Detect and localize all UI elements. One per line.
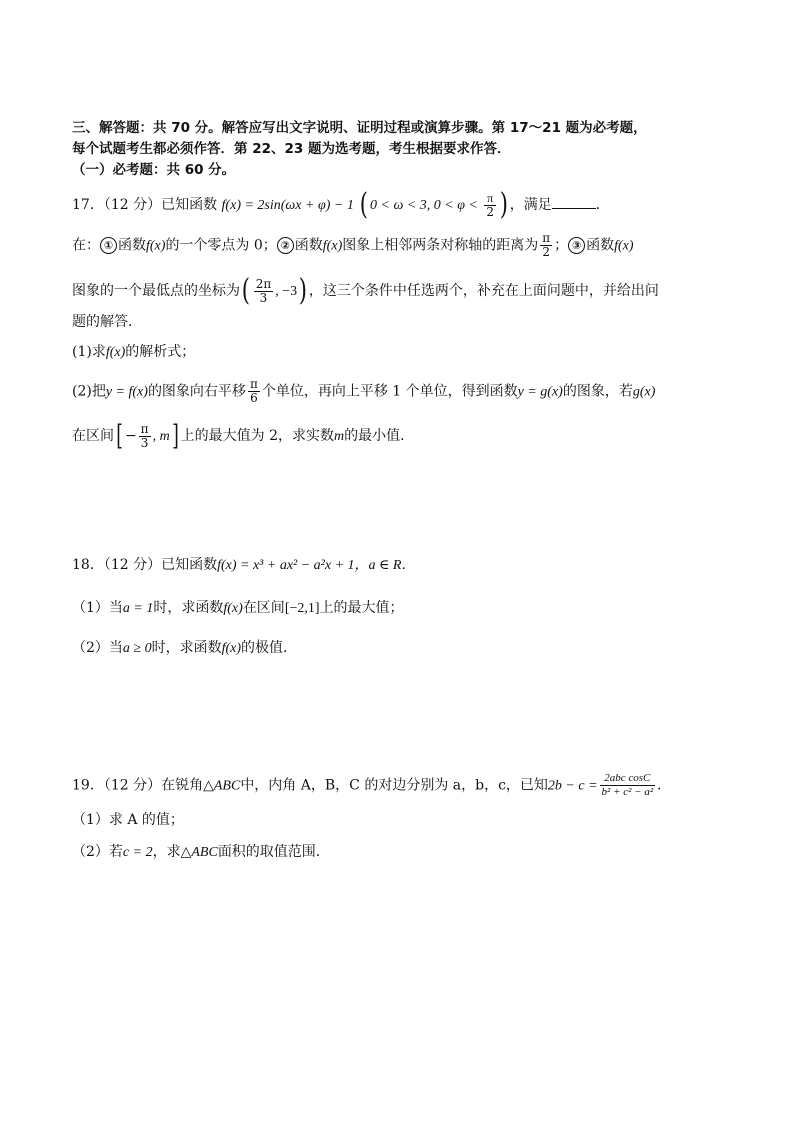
q17-point-rparen: ) [298, 273, 308, 308]
q17-line3-a: 图象的一个最低点的坐标为 [72, 283, 240, 299]
q17-right-paren: ) [499, 187, 508, 222]
q17-p1-b: 的解析式； [125, 344, 196, 360]
q17-pi-over-3: $\frac{\pi}{3}$ [140, 421, 149, 450]
q18-p1-c: 在区间 [242, 600, 285, 616]
q18-function: f(x) = x³ + ax² − a²x + 1 [217, 558, 355, 573]
condition-2-marker: ② [277, 237, 294, 254]
q17-point-x: $\frac{2\pi}{3}$ [255, 276, 272, 305]
q18-p2-fx: f(x) [221, 641, 242, 656]
q18-a0: a ≥ 0 [122, 641, 152, 656]
q19-c2: c = 2 [122, 845, 153, 860]
q17-c3-fx: f(x) [614, 238, 634, 254]
q17-condition: 0 < ω < 3, 0 < φ < [370, 198, 478, 213]
q17-p2-yfx: y = f(x) [105, 384, 148, 400]
q17-p2-f: 上的最大值为 2，求实数 [180, 428, 334, 444]
q17-pi-over-6: $\frac{\pi}{6}$ [249, 377, 258, 405]
condition-3-marker: ③ [568, 237, 585, 254]
q19-part1: （1）求 A 的值； [72, 812, 184, 828]
q17-m: m [333, 429, 345, 444]
q19-lhs: 2b − c = [547, 778, 598, 794]
q18-p2-b: 时，求函数 [151, 640, 222, 656]
q17-p2-e: 在区间 [72, 428, 114, 444]
q18-part1 [72, 598, 404, 619]
q19-p2-a: （2）若 [72, 844, 123, 860]
q17-conditions-line [72, 232, 634, 259]
q17-p2-c: 个单位，再向上平移 1 个单位，得到函数 [261, 383, 518, 400]
q17-interval-rbracket: ] [171, 419, 179, 452]
q19-stem [72, 772, 671, 799]
q18-p1-b: 时，求函数 [153, 600, 224, 616]
q17-c1-fx: f(x) [146, 238, 166, 254]
q17-part1 [72, 342, 195, 363]
q17-c1-text-b: 的一个零点为 0； [165, 237, 277, 254]
q18-stem [72, 555, 415, 576]
q19-p2-c: 面积的取值范围． [217, 844, 330, 860]
q19-fraction: $\frac{\text{2abc cosC}}{\text{b² + c² − a²}}$ [601, 772, 654, 798]
q17-interval-lbracket: [ [116, 419, 123, 452]
condition-1-marker: ① [100, 237, 117, 254]
q17-p1-fx: f(x) [105, 345, 126, 360]
q18-domain: ，a ∈ R． [354, 558, 416, 573]
q18-p2-c: 的极值． [241, 640, 298, 656]
q18-interval: [−2,1] [284, 601, 320, 616]
q19-text-a: 中，内角 A，B，C 的对边分别为 a，b，c，已知 [240, 777, 548, 794]
q17-p2-a: (2)把 [72, 383, 106, 400]
q17-p2-b: 的图象向右平移 [147, 383, 246, 400]
q17-point-line [72, 273, 659, 308]
q17-at: 在： [72, 237, 100, 254]
section-subheader: （一）必考题：共 60 分。 [72, 162, 236, 178]
q17-c2-fx: f(x) [322, 238, 343, 254]
q17-answer-blank [552, 194, 596, 209]
q17-c2-text-a: 函数 [294, 237, 323, 254]
section-header-line2: 每个试题考生都必须作答．第 22、23 题为选考题，考生根据要求作答． [72, 141, 511, 157]
section-header-line1: 三、解答题：共 70 分。解答应写出文字说明、证明过程或演算步骤。第 17～21 题为必考题， [72, 120, 647, 136]
q17-p2-g: 的最小值． [344, 428, 415, 444]
q18-part2 [72, 638, 297, 659]
q17-p1-a: (1)求 [72, 344, 106, 360]
q17-semicolon: ； [554, 237, 569, 254]
q17-point-lparen: ( [241, 273, 250, 308]
q17-period: ． [595, 197, 610, 213]
q18-a1: a = 1 [122, 601, 154, 616]
q19-p2-b: ，求 [152, 844, 181, 860]
q17-function: f(x) = 2sin(ωx + φ) − 1 [221, 198, 354, 213]
q17-stem [72, 187, 610, 222]
q17-p2-ygx: y = g(x) [517, 384, 563, 400]
q18-p1-a: （1）当 [72, 600, 123, 616]
q17-p2-d: 的图象，若 [562, 383, 633, 400]
q19-end: ． [657, 777, 672, 794]
q17-part2 [72, 378, 655, 405]
q17-prefix: 17．（12 分）已知函数 [72, 197, 218, 213]
q19-p2-triangle: △ABC [180, 845, 218, 860]
q19-prefix: 19．（12 分）在锐角 [72, 777, 204, 794]
q18-p2-a: （2）当 [72, 640, 123, 656]
q17-minus: − [124, 428, 137, 444]
q17-line3-b: ，这三个条件中任选两个，补充在上面问题中，并给出问 [308, 283, 659, 299]
q17-comma-m: , m [152, 429, 170, 444]
q19-triangle: △ABC [203, 778, 241, 794]
q17-satisfy: ，满足 [509, 197, 552, 213]
q17-line4: 题的解答． [72, 314, 142, 330]
q17-c2-text-b: 图象上相邻两条对称轴的距离为 [342, 237, 539, 254]
q17-pi-over-2: $\frac{\pi}{2}$ [486, 190, 495, 219]
q17-point-y: , −3 [275, 284, 298, 299]
q17-left-paren: ( [360, 187, 369, 222]
q18-prefix: 18．（12 分）已知函数 [72, 557, 218, 573]
q18-p1-d: 上的最大值； [319, 600, 404, 616]
q17-c1-text-a: 函数 [118, 237, 146, 254]
q19-part2 [72, 842, 330, 863]
q17-p2-gx: g(x) [632, 384, 656, 400]
q17-part2-cont [72, 419, 415, 452]
q17-c2-pi-over-2: $\frac{\pi}{2}$ [542, 231, 551, 259]
q18-p1-fx: f(x) [223, 601, 243, 616]
q17-c3-text-a: 函数 [586, 237, 615, 254]
